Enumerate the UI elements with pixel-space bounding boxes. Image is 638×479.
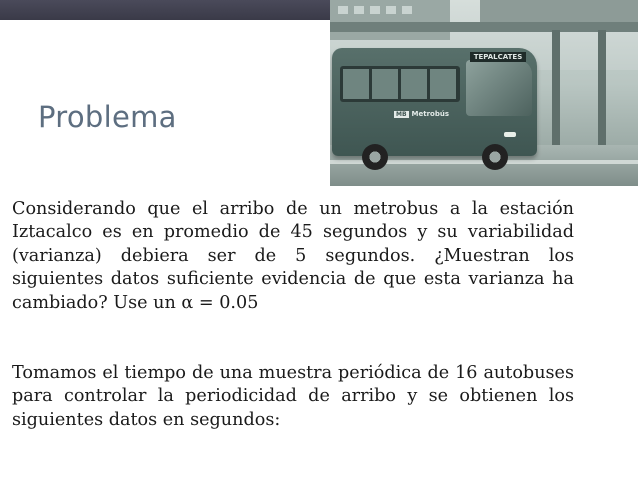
bus-wheel: [362, 144, 388, 170]
station-pillar: [552, 30, 560, 150]
bus-logo-text: Metrobús: [411, 110, 450, 118]
building-window: [354, 6, 364, 14]
bus-destination-sign: TEPALCATES: [470, 52, 526, 62]
bus-photo: [330, 0, 638, 186]
photo-building: [330, 0, 450, 40]
building-window: [338, 6, 348, 14]
bus-window: [343, 69, 369, 99]
station-canopy: [330, 22, 638, 32]
bus-side-windows: [340, 66, 460, 102]
top-accent-bar: [0, 0, 330, 20]
bus-headlight: [504, 132, 516, 137]
bus-window: [401, 69, 427, 99]
problem-statement: Considerando que el arribo de un metrobus a la estación Iztacalco es en promedio de 45 segundos y su variabilidad (varianza) debiera ser de 5 segundos. ¿Muestran los siguientes datos suficiente evidencia de que esta varianza ha cambiado? Use un α = 0.05: [12, 199, 574, 313]
building-window: [370, 6, 380, 14]
bus-window: [430, 69, 456, 99]
slide-title: Problema: [38, 100, 177, 134]
sample-description: Tomamos el tiempo de una muestra periódica de 16 autobuses para controlar la periodicidad de arribo y se obtienen los siguientes datos en segundos:: [12, 363, 574, 430]
bus-window: [372, 69, 398, 99]
bus-windshield: [466, 60, 532, 116]
building-window: [386, 6, 396, 14]
bus-logo: [394, 110, 449, 118]
metrobus: [332, 48, 537, 156]
building-window: [402, 6, 412, 14]
bus-wheel: [482, 144, 508, 170]
bus-logo-badge: MB: [396, 111, 407, 118]
station-pillar: [598, 30, 606, 150]
